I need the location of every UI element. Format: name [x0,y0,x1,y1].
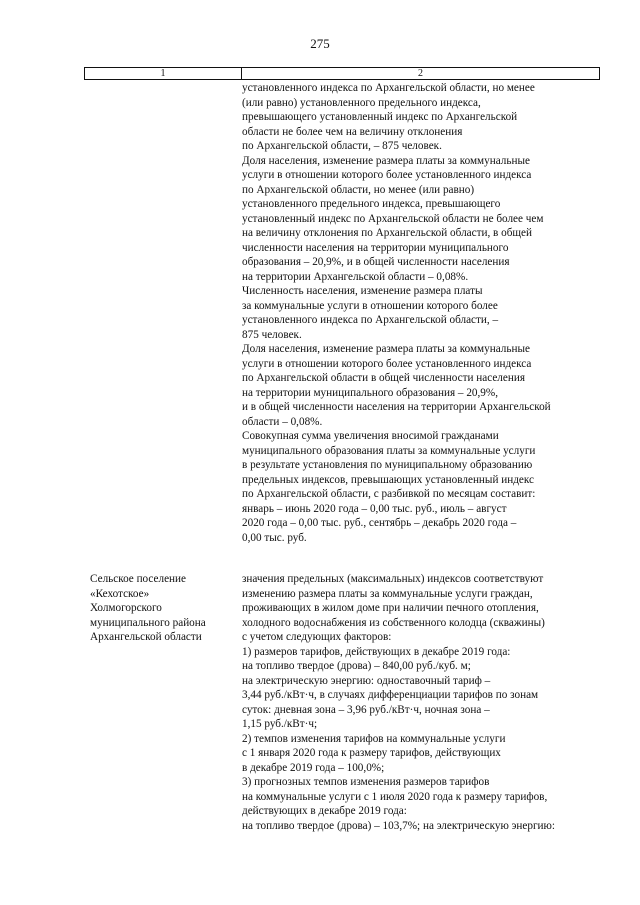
text-line: (или равно) установленного предельного индекса, [242,96,481,109]
table-header-col1: 1 [160,68,166,79]
text-line: по Архангельской области, с разбивкой по месяцам составит: [242,488,536,500]
text-line: установленного предельного индекса, превышающего [242,198,501,210]
table-header-col2: 2 [418,68,423,79]
text-line: установленный индекс по Архангельской области не более чем [242,212,544,225]
text-line: действующих в декабре 2019 года: [242,805,407,817]
text-line: Численность населения, изменение размера платы [242,285,483,297]
text-line: области не более чем на величину отклонения [242,125,463,138]
entity-name-line: «Кехотское» [90,587,150,600]
text-line: по Архангельской области в общей численности населения [242,372,525,384]
entity-description-block [242,572,604,833]
text-line: 3) прогнозных темпов изменения размеров тарифов [242,776,490,788]
text-line: Доля населения, изменение размера платы за коммунальные [242,154,530,167]
text-line: на территории муниципального образования – 20,9%, [242,386,499,399]
text-line: численности населения на территории муниципального [242,241,509,254]
text-line: с 1 января 2020 года к размеру тарифов, действующих [242,747,501,759]
entity-name-line: муниципального района [90,616,206,629]
text-line: значения предельных (максимальных) индексов соответствуют [242,573,544,585]
text-line: январь – июнь 2020 года – 0,00 тыс. руб., июль – август [242,502,507,515]
text-line: 0,00 тыс. руб. [242,531,307,544]
text-line: в декабре 2019 года – 100,0%; [242,761,385,774]
text-line: 1) размеров тарифов, действующих в декабре 2019 года: [242,645,511,658]
text-line: 2) темпов изменения тарифов на коммунальные услуги [242,732,506,745]
text-line: на топливо твердое (дрова) – 103,7%; на электрическую энергию: [242,819,555,832]
text-line: с учетом следующих факторов: [242,631,392,643]
text-line: предельных индексов, превышающих установленный индекс [242,473,534,486]
text-line: 2020 года – 0,00 тыс. руб., сентябрь – декабрь 2020 года – [242,517,517,529]
entity-name-line: Холмогорского [90,602,162,614]
text-line: на электрическую энергию: одноставочный тариф – [242,674,491,687]
text-line: на коммунальные услуги с 1 июля 2020 года к размеру тарифов, [242,790,548,803]
text-line: области – 0,08%. [242,415,323,428]
text-line: за коммунальные услуги в отношении которого более [242,299,498,312]
text-line: и в общей численности населения на территории Архангельской [242,401,551,413]
text-line: на величину отклонения по Архангельской области, в общей [242,227,532,239]
text-line: муниципального образования платы за коммунальные услуги [242,444,536,457]
text-line: проживающих в жилом доме при наличии печного отопления, [242,602,539,614]
text-line: на территории Архангельской области – 0,08%. [242,270,469,283]
text-line: по Архангельской области, – 875 человек. [242,140,442,152]
text-line: по Архангельской области, но менее (или равно) [242,183,475,196]
text-line: 875 человек. [242,328,302,341]
text-line: Совокупная сумма увеличения вносимой гражданами [242,430,499,442]
text-line: изменению размера платы за коммунальные услуги граждан, [242,587,533,600]
text-line: превышающего установленный индекс по Архангельской [242,111,518,123]
text-line: услуги в отношении которого более установленного индекса [242,357,532,370]
text-line: суток: дневная зона – 3,96 руб./кВт·ч, ночная зона – [242,703,490,716]
entity-name-line: Сельское поселение [90,573,186,585]
text-line: Доля населения, изменение размера платы за коммунальные [242,343,530,355]
text-line: установленного индекса по Архангельской области, но менее [242,82,535,94]
text-line: на топливо твердое (дрова) – 840,00 руб./куб. м; [242,660,471,672]
page-number: 275 [310,36,330,51]
text-line: установленного индекса по Архангельской области, – [242,314,499,326]
text-line: холодного водоснабжения из собственного колодца (скважины) [242,616,545,629]
text-line: 3,44 руб./кВт·ч, в случаях дифференциации тарифов по зонам [242,689,539,701]
text-line: в результате установления по муниципальному образованию [242,459,533,471]
table-header-row [84,67,600,80]
text-line: услуги в отношении которого более установленного индекса [242,169,532,181]
entity-name-cell [90,572,238,645]
text-line: образования – 20,9%, и в общей численности населения [242,256,510,268]
entity-name-line: Архангельской области [90,631,202,643]
text-line: 1,15 руб./кВт·ч; [242,718,318,730]
continuation-text-block [242,81,604,545]
